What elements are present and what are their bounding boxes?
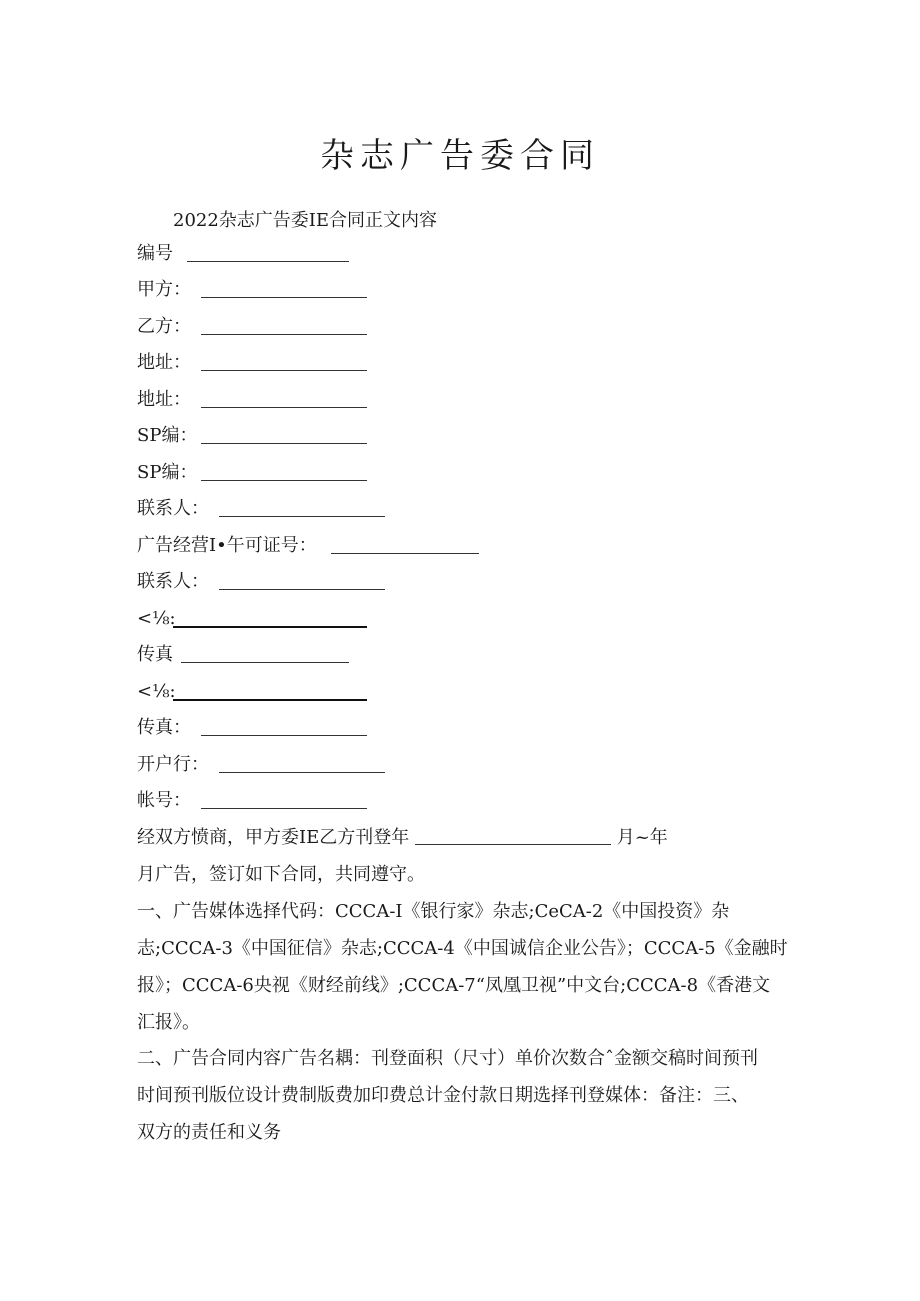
field-blank bbox=[201, 297, 367, 298]
field-license bbox=[137, 534, 317, 558]
field-label: 广告经营I•午可证号： bbox=[137, 535, 317, 556]
field-blank bbox=[201, 370, 367, 371]
field-contact-b bbox=[137, 570, 209, 594]
field-label: <⅛: bbox=[137, 681, 176, 702]
field-party-a bbox=[137, 278, 191, 302]
field-label: 地址： bbox=[137, 352, 191, 373]
field-contact-a bbox=[137, 497, 209, 521]
field-label: <⅛: bbox=[137, 608, 176, 629]
paragraph-line: 双方的责任和义务 bbox=[137, 1122, 281, 1143]
field-blank bbox=[201, 480, 367, 481]
agreement-paragraph bbox=[137, 819, 777, 893]
field-blank bbox=[201, 407, 367, 408]
field-fax-b bbox=[137, 716, 191, 740]
field-label: 联系人： bbox=[137, 498, 209, 519]
paragraph-line: 时间预刊版位设计费制版费加印费总计金付款日期选择刊登媒体：备注：三、 bbox=[137, 1085, 749, 1106]
field-label: SP编： bbox=[137, 425, 198, 446]
field-blank bbox=[331, 553, 479, 554]
field-blank bbox=[219, 516, 385, 517]
field-blank bbox=[187, 261, 349, 262]
field-blank bbox=[201, 808, 367, 809]
document-title: 杂志广告委合同 bbox=[320, 136, 600, 176]
agreement-line: 月广告，签订如下合同，共同遵守。 bbox=[137, 864, 425, 885]
agreement-line: 经双方愤商，甲方委IE乙方刊登年 月~年 bbox=[137, 827, 668, 848]
field-label: SP编： bbox=[137, 462, 198, 483]
field-blank bbox=[201, 735, 367, 736]
field-address-a bbox=[137, 351, 191, 375]
field-number bbox=[137, 242, 173, 266]
field-phone-b bbox=[137, 680, 176, 704]
field-account bbox=[137, 789, 191, 813]
paragraph-line: 报》；CCCA-6央视《财经前线》;CCCA-7“凤凰卫视”中文台;CCCA-8《香港文 bbox=[137, 975, 771, 996]
field-label: 联系人： bbox=[137, 571, 209, 592]
field-blank bbox=[173, 626, 367, 628]
field-address-b bbox=[137, 388, 191, 412]
field-label: 传真 bbox=[137, 644, 173, 665]
field-label: 乙方： bbox=[137, 316, 191, 337]
section-media-codes bbox=[137, 893, 788, 1041]
document-subtitle: 2022杂志广告委IE合同正文内容 bbox=[173, 210, 438, 231]
field-label: 甲方： bbox=[137, 279, 191, 300]
paragraph-line: 一、广告媒体选择代码：CCCA-I《银行家》杂志;CeCA-2《中国投资》杂 bbox=[137, 901, 730, 922]
paragraph-line: 二、广告合同内容广告名耦：刊登面积（尺寸）单价次数合ˆ金额交稿时间预刊 bbox=[137, 1048, 758, 1069]
field-label: 传真： bbox=[137, 717, 191, 738]
field-party-b bbox=[137, 315, 191, 339]
field-label: 帐号： bbox=[137, 790, 191, 811]
field-blank bbox=[219, 589, 385, 590]
field-blank bbox=[173, 699, 367, 701]
section-contract-content bbox=[137, 1040, 777, 1151]
field-blank bbox=[201, 443, 367, 444]
field-blank bbox=[201, 334, 367, 335]
paragraph-line: 志;CCCA-3《中国征信》杂志;CCCA-4《中国诚信企业公告》；CCCA-5《金融时 bbox=[137, 938, 788, 959]
field-label: 编号 bbox=[137, 243, 173, 264]
field-blank bbox=[219, 772, 385, 773]
field-blank bbox=[181, 662, 349, 663]
field-phone-a bbox=[137, 607, 176, 631]
paragraph-line: 汇报》。 bbox=[137, 1012, 200, 1033]
field-sp-b bbox=[137, 461, 197, 485]
field-label: 地址： bbox=[137, 389, 191, 410]
field-sp-a bbox=[137, 424, 197, 448]
field-label: 开户行： bbox=[137, 754, 209, 775]
field-bank bbox=[137, 753, 209, 777]
date-blank bbox=[415, 826, 611, 845]
field-fax-a bbox=[137, 643, 173, 667]
